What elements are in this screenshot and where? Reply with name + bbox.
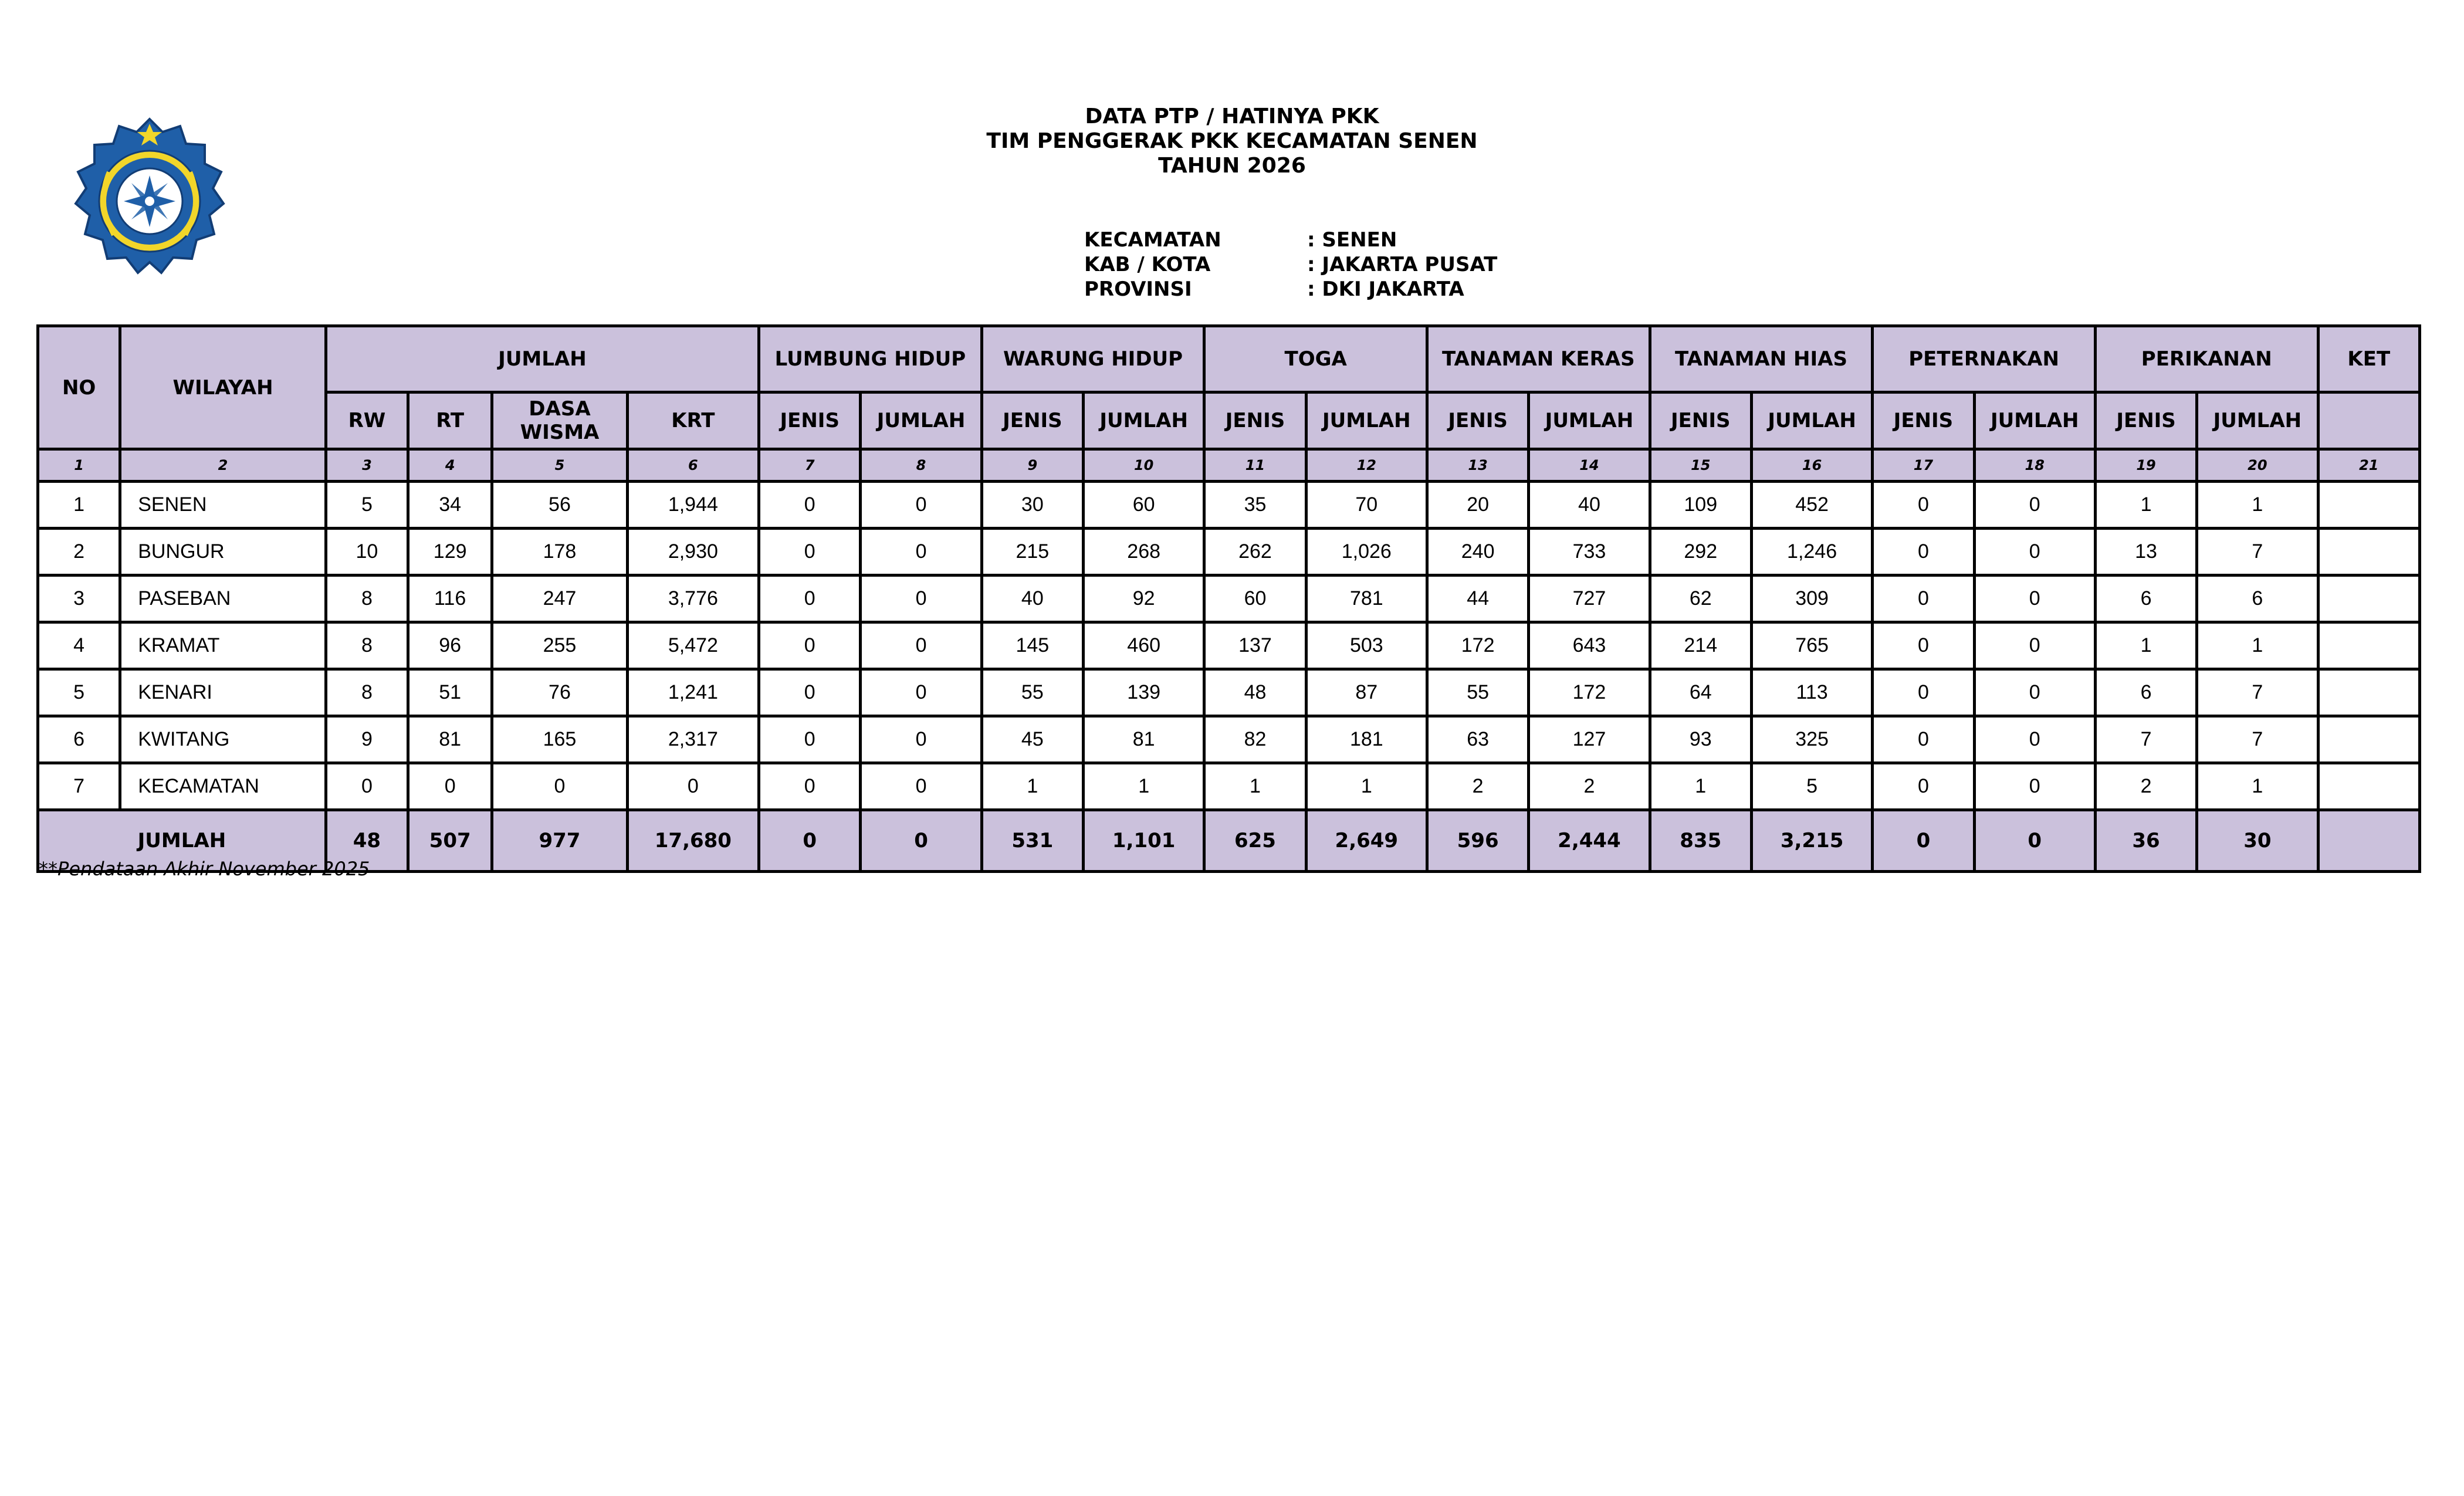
- table-cell: 0: [759, 763, 861, 810]
- info-row-provinsi: [1084, 277, 1497, 302]
- table-row: [38, 669, 2420, 716]
- table-cell: 0: [759, 482, 861, 529]
- table-row: [38, 622, 2420, 669]
- total-cell: 0: [861, 810, 981, 872]
- table-cell: 1: [1650, 763, 1751, 810]
- row-no: 5: [38, 669, 120, 716]
- row-wilayah: BUNGUR: [120, 529, 326, 576]
- subheader-jumlah: JUMLAH: [2197, 392, 2318, 449]
- column-number: 4: [408, 449, 492, 482]
- info-row-kota: [1084, 252, 1497, 277]
- table-cell: 0: [861, 482, 981, 529]
- column-number: 17: [1873, 449, 1974, 482]
- total-cell: 531: [981, 810, 1083, 872]
- table-cell: 9: [326, 716, 408, 763]
- title-line-3: TAHUN 2026: [1158, 154, 1306, 178]
- table-cell: 70: [1306, 482, 1427, 529]
- column-number: 12: [1306, 449, 1427, 482]
- total-cell: 1,101: [1083, 810, 1204, 872]
- table-cell: 262: [1204, 529, 1306, 576]
- row-wilayah: PASEBAN: [120, 576, 326, 622]
- table-row: [38, 763, 2420, 810]
- header-no: NO: [38, 326, 120, 449]
- table-cell: 81: [1083, 716, 1204, 763]
- column-number: 7: [759, 449, 861, 482]
- table-cell: 460: [1083, 622, 1204, 669]
- table-cell: 0: [1974, 716, 2095, 763]
- table-cell: 60: [1083, 482, 1204, 529]
- total-cell: 3,215: [1751, 810, 1872, 872]
- table-cell: 6: [2197, 576, 2318, 622]
- row-wilayah: KENARI: [120, 669, 326, 716]
- column-number: 18: [1974, 449, 2095, 482]
- subheader-jumlah: JUMLAH: [1974, 392, 2095, 449]
- column-number-row: [38, 449, 2420, 482]
- table-cell: 0: [1873, 669, 1974, 716]
- table-cell: 0: [759, 716, 861, 763]
- table-cell: 145: [981, 622, 1083, 669]
- total-cell: 2,649: [1306, 810, 1427, 872]
- table-cell: 1: [2095, 622, 2196, 669]
- table-cell: 1: [1204, 763, 1306, 810]
- table-cell: 0: [1873, 622, 1974, 669]
- column-number: 11: [1204, 449, 1306, 482]
- table-cell: 1: [981, 763, 1083, 810]
- table-cell: 63: [1427, 716, 1528, 763]
- subheader-jenis: JENIS: [759, 392, 861, 449]
- column-number: 5: [492, 449, 627, 482]
- table-cell: 93: [1650, 716, 1751, 763]
- table-cell: 0: [861, 622, 981, 669]
- total-cell: 36: [2095, 810, 2196, 872]
- table-cell: 0: [1873, 529, 1974, 576]
- info-row-kecamatan: [1084, 228, 1497, 252]
- subheader-rw: RW: [326, 392, 408, 449]
- table-cell: 0: [1974, 763, 2095, 810]
- table-cell: 1,944: [627, 482, 759, 529]
- table-cell: 0: [1974, 529, 2095, 576]
- subheader-jumlah: JUMLAH: [1083, 392, 1204, 449]
- title-line-2: TIM PENGGERAK PKK KECAMATAN SENEN: [986, 129, 1478, 153]
- row-ket: [2318, 763, 2419, 810]
- total-cell: 30: [2197, 810, 2318, 872]
- table-cell: 7: [2095, 716, 2196, 763]
- table-cell: 781: [1306, 576, 1427, 622]
- table-cell: 0: [759, 576, 861, 622]
- table-cell: 1: [2095, 482, 2196, 529]
- table-cell: 76: [492, 669, 627, 716]
- table-cell: 0: [759, 669, 861, 716]
- total-cell: 48: [326, 810, 408, 872]
- table-cell: 7: [2197, 669, 2318, 716]
- subheader-jenis: JENIS: [1204, 392, 1306, 449]
- column-number: 9: [981, 449, 1083, 482]
- subheader-jenis: JENIS: [1650, 392, 1751, 449]
- table-cell: 60: [1204, 576, 1306, 622]
- total-cell: 596: [1427, 810, 1528, 872]
- table-cell: 178: [492, 529, 627, 576]
- table-cell: 139: [1083, 669, 1204, 716]
- table-cell: 1,246: [1751, 529, 1872, 576]
- document-title: [821, 104, 1643, 178]
- column-number: 13: [1427, 449, 1528, 482]
- table-cell: 55: [981, 669, 1083, 716]
- table-cell: 1: [1083, 763, 1204, 810]
- table-cell: 6: [2095, 576, 2196, 622]
- table-cell: 7: [2197, 716, 2318, 763]
- table-cell: 309: [1751, 576, 1872, 622]
- column-number: 21: [2318, 449, 2419, 482]
- table-cell: 214: [1650, 622, 1751, 669]
- column-number: 14: [1529, 449, 1650, 482]
- row-ket: [2318, 669, 2419, 716]
- total-cell: 17,680: [627, 810, 759, 872]
- table-cell: 6: [2095, 669, 2196, 716]
- table-cell: 64: [1650, 669, 1751, 716]
- table-cell: 0: [861, 669, 981, 716]
- total-cell: 625: [1204, 810, 1306, 872]
- table-cell: 0: [1873, 482, 1974, 529]
- table-cell: 87: [1306, 669, 1427, 716]
- table-cell: 35: [1204, 482, 1306, 529]
- header-warung-hidup: WARUNG HIDUP: [981, 326, 1204, 392]
- table-cell: 643: [1529, 622, 1650, 669]
- table-cell: 45: [981, 716, 1083, 763]
- total-cell: 977: [492, 810, 627, 872]
- table-cell: 5,472: [627, 622, 759, 669]
- table-cell: 240: [1427, 529, 1528, 576]
- table-cell: 0: [1873, 763, 1974, 810]
- subheader-ket-empty: [2318, 392, 2419, 449]
- table-cell: 2: [2095, 763, 2196, 810]
- table-cell: 44: [1427, 576, 1528, 622]
- footnote: **Pendataan Akhir November 2025: [39, 858, 370, 880]
- column-number: 19: [2095, 449, 2196, 482]
- row-no: 7: [38, 763, 120, 810]
- total-row: [38, 810, 2420, 872]
- table-cell: 82: [1204, 716, 1306, 763]
- table-cell: 7: [2197, 529, 2318, 576]
- table-row: [38, 576, 2420, 622]
- table-cell: 0: [627, 763, 759, 810]
- table-cell: 48: [1204, 669, 1306, 716]
- table-cell: 30: [981, 482, 1083, 529]
- table-cell: 40: [981, 576, 1083, 622]
- table-cell: 8: [326, 576, 408, 622]
- location-info: [1084, 228, 1497, 302]
- info-label: PROVINSI: [1084, 277, 1192, 301]
- table-row: [38, 716, 2420, 763]
- table-cell: 0: [759, 622, 861, 669]
- total-cell: 0: [1873, 810, 1974, 872]
- table-cell: 172: [1427, 622, 1528, 669]
- subheader-rt: RT: [408, 392, 492, 449]
- table-cell: 109: [1650, 482, 1751, 529]
- row-wilayah: SENEN: [120, 482, 326, 529]
- row-wilayah: KECAMATAN: [120, 763, 326, 810]
- subheader-jumlah: JUMLAH: [1751, 392, 1872, 449]
- table-cell: 20: [1427, 482, 1528, 529]
- row-no: 6: [38, 716, 120, 763]
- table-cell: 181: [1306, 716, 1427, 763]
- table-cell: 3,776: [627, 576, 759, 622]
- info-value: : SENEN: [1307, 228, 1397, 252]
- table-row: [38, 529, 2420, 576]
- table-cell: 51: [408, 669, 492, 716]
- column-number: 16: [1751, 449, 1872, 482]
- table-cell: 1: [1306, 763, 1427, 810]
- column-number: 1: [38, 449, 120, 482]
- total-label: JUMLAH: [38, 810, 326, 872]
- table-cell: 96: [408, 622, 492, 669]
- subheader-jumlah: JUMLAH: [1306, 392, 1427, 449]
- table-cell: 13: [2095, 529, 2196, 576]
- total-cell: 2,444: [1529, 810, 1650, 872]
- table-cell: 116: [408, 576, 492, 622]
- table-cell: 0: [1873, 576, 1974, 622]
- total-cell: 835: [1650, 810, 1751, 872]
- table-cell: 2,317: [627, 716, 759, 763]
- header-ket: KET: [2318, 326, 2419, 392]
- table-cell: 268: [1083, 529, 1204, 576]
- header-lumbung-hidup: LUMBUNG HIDUP: [759, 326, 982, 392]
- table-cell: 0: [492, 763, 627, 810]
- row-ket: [2318, 482, 2419, 529]
- header-jumlah: JUMLAH: [326, 326, 759, 392]
- column-number: 15: [1650, 449, 1751, 482]
- header-wilayah: WILAYAH: [120, 326, 326, 449]
- info-label: KAB / KOTA: [1084, 253, 1211, 276]
- row-ket: [2318, 529, 2419, 576]
- table-cell: 765: [1751, 622, 1872, 669]
- subheader-jenis: JENIS: [1427, 392, 1528, 449]
- table-cell: 2,930: [627, 529, 759, 576]
- table-cell: 172: [1529, 669, 1650, 716]
- row-no: 2: [38, 529, 120, 576]
- table-cell: 0: [1974, 576, 2095, 622]
- table-cell: 55: [1427, 669, 1528, 716]
- subheader-krt: KRT: [627, 392, 759, 449]
- table-cell: 255: [492, 622, 627, 669]
- row-ket: [2318, 576, 2419, 622]
- table-cell: 1,026: [1306, 529, 1427, 576]
- table-cell: 5: [326, 482, 408, 529]
- table-cell: 5: [1751, 763, 1872, 810]
- column-number: 2: [120, 449, 326, 482]
- table-cell: 0: [759, 529, 861, 576]
- ptp-data-table: [36, 324, 2421, 873]
- column-number: 20: [2197, 449, 2318, 482]
- table-cell: 2: [1529, 763, 1650, 810]
- row-wilayah: KRAMAT: [120, 622, 326, 669]
- table-cell: 215: [981, 529, 1083, 576]
- header-toga: TOGA: [1204, 326, 1427, 392]
- table-cell: 8: [326, 622, 408, 669]
- table-cell: 0: [861, 529, 981, 576]
- subheader-jenis: JENIS: [1873, 392, 1974, 449]
- table-cell: 2: [1427, 763, 1528, 810]
- table-cell: 0: [861, 716, 981, 763]
- info-label: KECAMATAN: [1084, 228, 1221, 252]
- table-cell: 452: [1751, 482, 1872, 529]
- table-cell: 325: [1751, 716, 1872, 763]
- table-cell: 8: [326, 669, 408, 716]
- table-cell: 727: [1529, 576, 1650, 622]
- row-no: 1: [38, 482, 120, 529]
- table-cell: 0: [1974, 482, 2095, 529]
- pkk-emblem-icon: [62, 114, 238, 285]
- header-peternakan: PETERNAKAN: [1873, 326, 2096, 392]
- header-perikanan: PERIKANAN: [2095, 326, 2318, 392]
- table-cell: 1: [2197, 482, 2318, 529]
- table-cell: 34: [408, 482, 492, 529]
- table-cell: 137: [1204, 622, 1306, 669]
- total-cell: 507: [408, 810, 492, 872]
- info-value: : JAKARTA PUSAT: [1307, 253, 1498, 276]
- table-cell: 0: [408, 763, 492, 810]
- table-cell: 81: [408, 716, 492, 763]
- table-cell: 0: [1974, 669, 2095, 716]
- subheader-jenis: JENIS: [2095, 392, 2196, 449]
- subheader-jumlah: JUMLAH: [861, 392, 981, 449]
- table-cell: 129: [408, 529, 492, 576]
- total-ket: [2318, 810, 2419, 872]
- table-cell: 10: [326, 529, 408, 576]
- column-number: 6: [627, 449, 759, 482]
- row-wilayah: KWITANG: [120, 716, 326, 763]
- subheader-dasa-wisma: DASA WISMA: [492, 392, 627, 449]
- subheader-jumlah: JUMLAH: [1529, 392, 1650, 449]
- table-cell: 247: [492, 576, 627, 622]
- title-line-1: DATA PTP / HATINYA PKK: [1085, 104, 1379, 128]
- table-cell: 0: [326, 763, 408, 810]
- total-cell: 0: [759, 810, 861, 872]
- row-ket: [2318, 716, 2419, 763]
- table-cell: 1,241: [627, 669, 759, 716]
- table-cell: 113: [1751, 669, 1872, 716]
- table-cell: 165: [492, 716, 627, 763]
- table-cell: 0: [1873, 716, 1974, 763]
- table-cell: 1: [2197, 763, 2318, 810]
- table-cell: 0: [861, 576, 981, 622]
- row-ket: [2318, 622, 2419, 669]
- table-cell: 292: [1650, 529, 1751, 576]
- column-number: 8: [861, 449, 981, 482]
- table-cell: 56: [492, 482, 627, 529]
- row-no: 3: [38, 576, 120, 622]
- info-value: : DKI JAKARTA: [1307, 277, 1464, 301]
- table-cell: 127: [1529, 716, 1650, 763]
- row-no: 4: [38, 622, 120, 669]
- table-cell: 0: [1974, 622, 2095, 669]
- table-row: [38, 482, 2420, 529]
- header-tanaman-keras: TANAMAN KERAS: [1427, 326, 1650, 392]
- column-number: 3: [326, 449, 408, 482]
- header-tanaman-hias: TANAMAN HIAS: [1650, 326, 1873, 392]
- total-cell: 0: [1974, 810, 2095, 872]
- table-cell: 92: [1083, 576, 1204, 622]
- subheader-jenis: JENIS: [981, 392, 1083, 449]
- table-cell: 0: [861, 763, 981, 810]
- table-cell: 733: [1529, 529, 1650, 576]
- table-cell: 1: [2197, 622, 2318, 669]
- table-cell: 40: [1529, 482, 1650, 529]
- column-number: 10: [1083, 449, 1204, 482]
- table-cell: 503: [1306, 622, 1427, 669]
- table-cell: 62: [1650, 576, 1751, 622]
